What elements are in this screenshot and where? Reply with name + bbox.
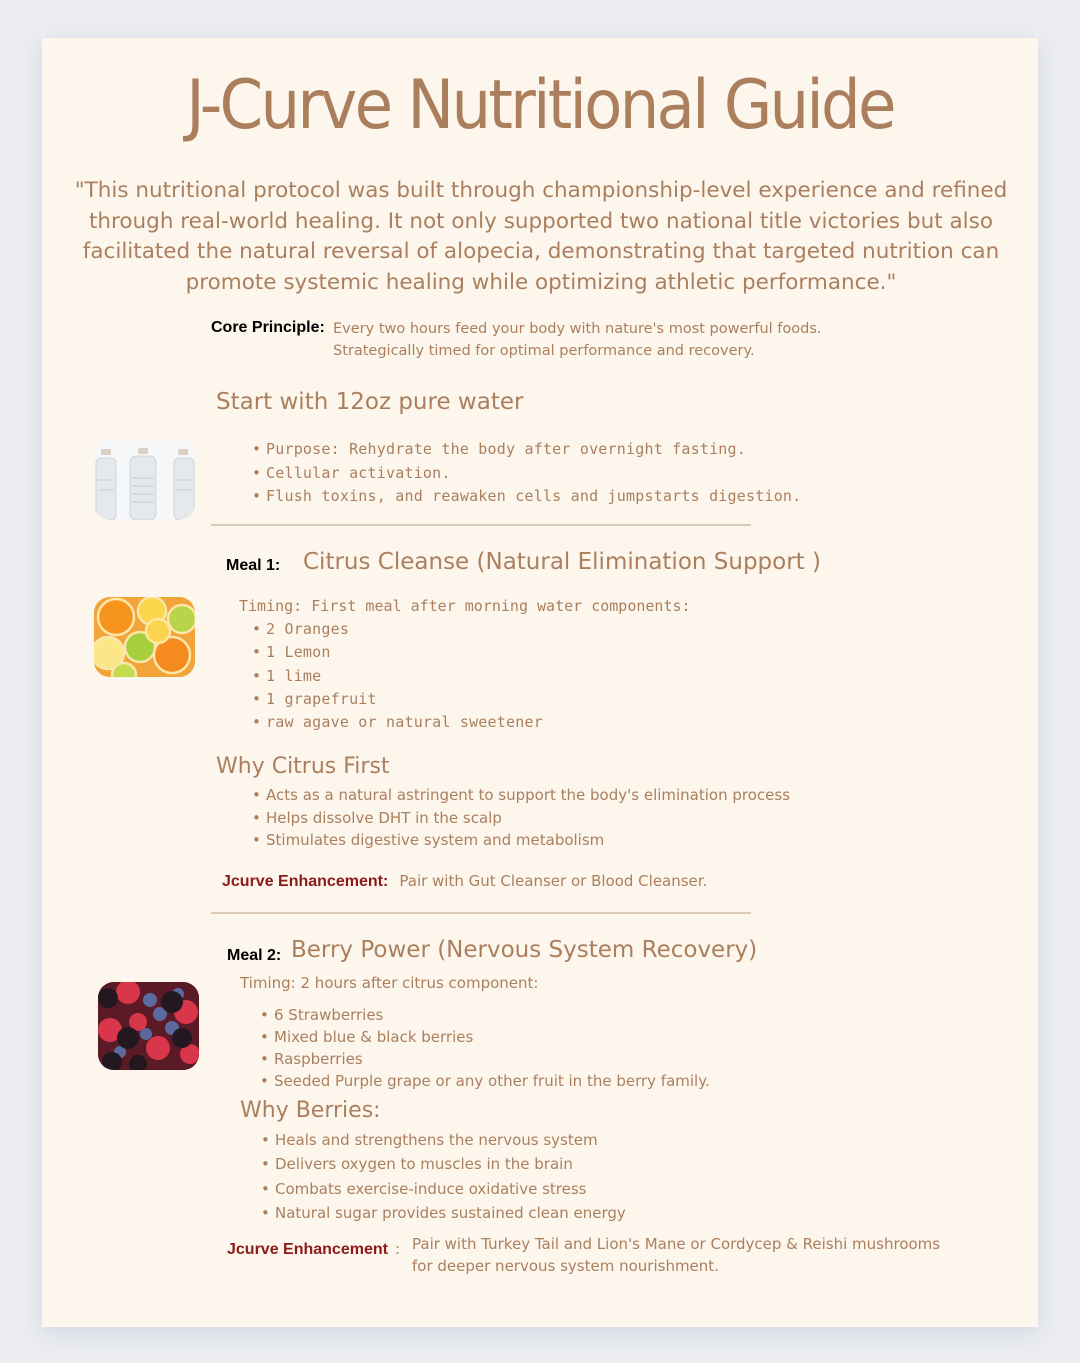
list-item: • Raspberries	[260, 1048, 710, 1070]
list-item: • Acts as a natural astringent to support the body's elimination process	[252, 784, 790, 807]
water-list	[252, 438, 801, 509]
core-principle-line2: Strategically timed for optimal performance and recovery.	[333, 343, 755, 359]
meal1-label: Meal 1:	[226, 557, 281, 574]
section-divider	[211, 524, 751, 526]
guide-page	[42, 38, 1038, 1327]
meal2-enhancement-text	[412, 1233, 940, 1277]
list-item: • Flush toxins, and reawaken cells and jumpstarts digestion.	[252, 485, 801, 509]
intro-quote: "This nutritional protocol was built through championship-level experience and refined through real-world healing. It not only supported two national title victories but also facilitated the natural reversal of alopecia, demonstrating that targeted nutrition can promote systemic healing while optimizing athletic performance."	[74, 178, 1008, 295]
list-item: • Seeded Purple grape or any other fruit in the berry family.	[260, 1070, 710, 1092]
enhancement-separator: :	[395, 1240, 401, 1258]
core-principle-text	[333, 318, 822, 362]
citrus-slices-image	[94, 597, 195, 677]
mixed-berries-icon	[98, 982, 199, 1070]
enhancement-label: Jcurve Enhancement:	[222, 873, 389, 890]
water-bottles-icon	[94, 440, 195, 520]
list-item: • raw agave or natural sweetener	[252, 711, 543, 734]
water-heading: Start with 12oz pure water	[216, 389, 524, 415]
list-item: • Mixed blue & black berries	[260, 1026, 710, 1048]
list-item: • 1 lime	[252, 665, 543, 688]
core-principle-label: Core Principle:	[211, 319, 325, 336]
core-principle-line1: Every two hours feed your body with nature's most powerful foods.	[333, 321, 822, 337]
enhancement-line2: for deeper nervous system nourishment.	[412, 1257, 719, 1275]
mixed-berries-image	[98, 982, 199, 1070]
list-item: • Heals and strengthens the nervous system	[261, 1128, 626, 1152]
meal1-title: Citrus Cleanse (Natural Elimination Support )	[303, 549, 821, 575]
enhancement-line1: Pair with Turkey Tail and Lion's Mane or Cordycep & Reishi mushrooms	[412, 1235, 941, 1253]
meal2-ingredients	[260, 1004, 710, 1092]
list-item: • Helps dissolve DHT in the scalp	[252, 807, 790, 830]
page-title: J-Curve Nutritional Guide	[186, 66, 894, 145]
meal1-enhancement	[222, 870, 707, 892]
meal1-timing: Timing: First meal after morning water components:	[239, 597, 691, 615]
meal2-why-heading: Why Berries:	[240, 1098, 381, 1123]
water-bottles-image	[94, 440, 195, 520]
meal1-why-list	[252, 784, 790, 852]
meal1-why-heading: Why Citrus First	[216, 754, 390, 779]
meal1-ingredients	[252, 618, 543, 734]
list-item: • Purpose: Rehydrate the body after overnight fasting.	[252, 438, 801, 462]
meal2-title: Berry Power (Nervous System Recovery)	[291, 937, 758, 963]
list-item: • 2 Oranges	[252, 618, 543, 641]
list-item: • 1 grapefruit	[252, 688, 543, 711]
section-divider	[211, 912, 751, 914]
enhancement-label: Jcurve Enhancement	[227, 1241, 388, 1258]
list-item: • Cellular activation.	[252, 462, 801, 486]
list-item: • Combats exercise-induce oxidative stress	[261, 1177, 626, 1201]
list-item: • 6 Strawberries	[260, 1004, 710, 1026]
list-item: • Stimulates digestive system and metabolism	[252, 829, 790, 852]
meal2-enhancement	[227, 1238, 400, 1260]
enhancement-text: Pair with Gut Cleanser or Blood Cleanser.	[399, 872, 708, 890]
list-item: • Natural sugar provides sustained clean energy	[261, 1201, 626, 1225]
meal2-label: Meal 2:	[227, 947, 282, 964]
list-item: • Delivers oxygen to muscles in the brain	[261, 1152, 626, 1176]
list-item: • 1 Lemon	[252, 641, 543, 664]
meal2-why-list	[261, 1128, 626, 1225]
meal2-timing: Timing: 2 hours after citrus component:	[240, 974, 539, 992]
citrus-slices-icon	[94, 597, 195, 677]
